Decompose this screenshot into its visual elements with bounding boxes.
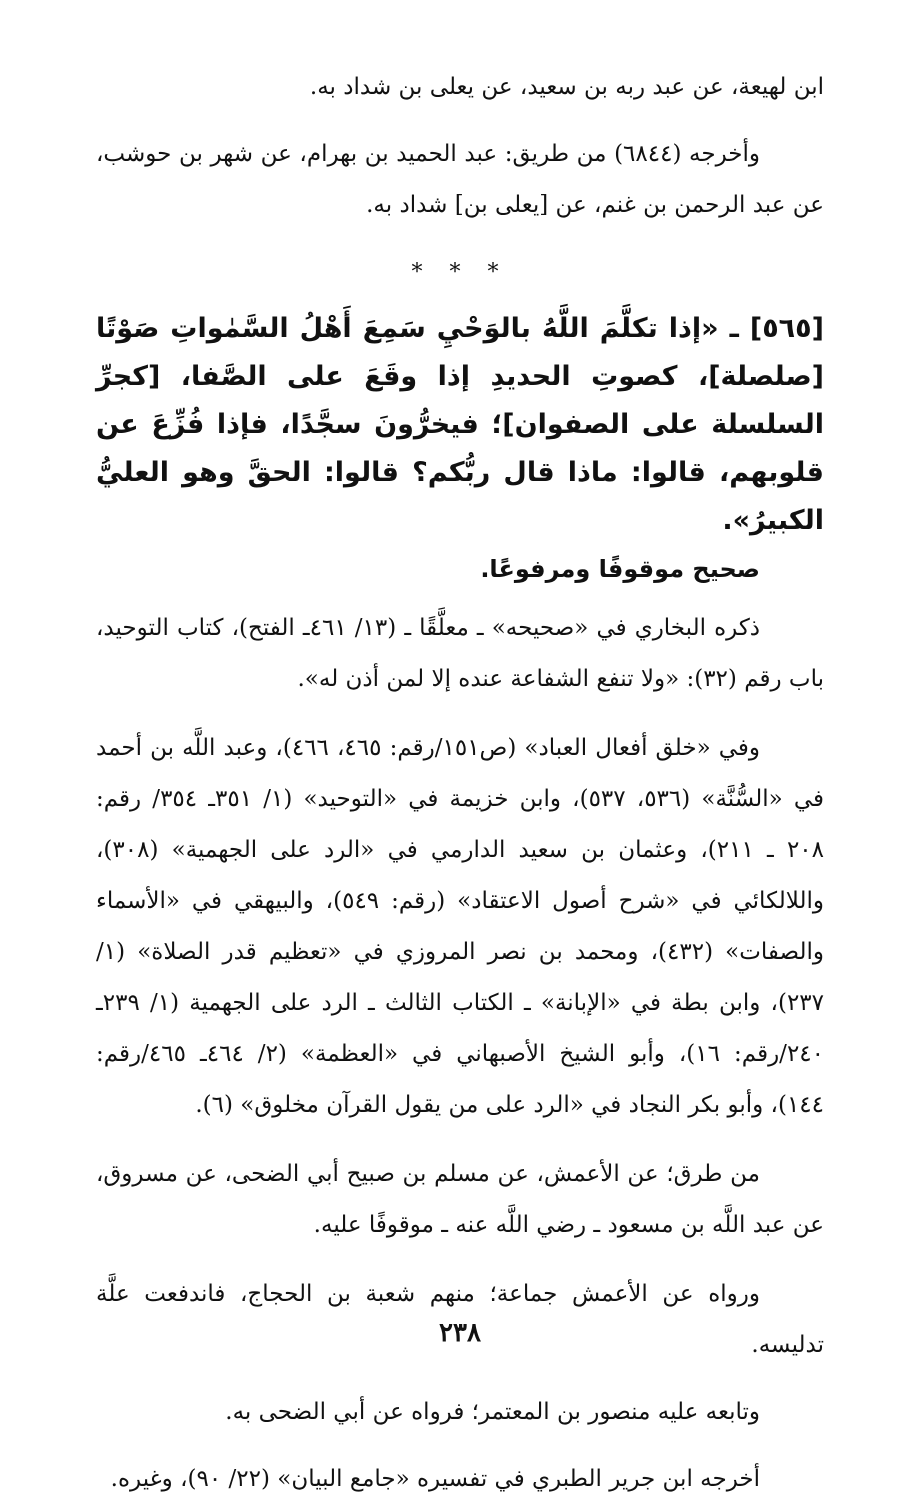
paragraph-bukhari: ذكره البخاري في «صحيحه» ـ معلَّقًا ـ (١٣/ ٤٦١ـ الفتح)، كتاب التوحيد، باب رقم (٣٢): «ولا تنفع الشفاعة عنده إلا لمن أذن له». <box>96 615 824 692</box>
paragraph-takhrij-6844: وأخرجه (٦٨٤٤) من طريق: عبد الحميد بن بهرام، عن شهر بن حوشب، عن عبد الرحمن بن غنم، عن [يعلى بن] شداد به. <box>96 141 824 218</box>
hadith-text: [٥٦٥] ـ «إذا تكلَّمَ اللَّهُ بالوَحْيِ سَمِعَ أَهْلُ السَّمٰواتِ صَوْتًا [صلصلة]، كصوتِ الحديدِ إذا وقَعَ على الصَّفا، [كجرِّ السلسلة على الصفوان]؛ فيخرُّونَ سجَّدًا، فإذا فُزِّعَ عن قلوبهم، قالوا: ماذا قال ربُّكم؟ قالوا: الحقَّ وهو العليُّ الكبيرُ». <box>96 313 824 536</box>
paragraph-sources: وفي «خلق أفعال العباد» (ص١٥١/رقم: ٤٦٥، ٤٦٦)، وعبد اللَّه بن أحمد في «السُّنَّة» (٥٣٦، ٥٣٧)، وابن خزيمة في «التوحيد» (١/ ٣٥١ـ ٣٥٤/ رقم: ٢٠٨ ـ ٢١١)، وعثمان بن سعيد الدارمي في «الرد على الجهمية» (٣٠٨)، واللالكائي في «شرح أصول الاعتقاد» (رقم: ٥٤٩)، والبيهقي في «الأسماء والصفات» (٤٣٢)، ومحمد بن نصر المروزي في «تعظيم قدر الصلاة» (١/ ٢٣٧)، وابن بطة في «الإبانة» ـ الكتاب الثالث ـ الرد على الجهمية (١/ ٢٣٩ـ ٢٤٠/رقم: ١٦)، وأبو الشيخ الأصبهاني في «العظمة» (٢/ ٤٦٤ـ ٤٦٥/رقم: ١٤٤)، وأبو بكر النجاد في «الرد على من يقول القرآن مخلوق» (٦). <box>96 735 825 1118</box>
paragraph-mansur: وتابعه عليه منصور بن المعتمر؛ فرواه عن أبي الضحى به. <box>225 1399 760 1425</box>
paragraph-tabari: أخرجه ابن جرير الطبري في تفسيره «جامع البيان» (٢٢/ ٩٠)، وغيره. <box>110 1466 760 1492</box>
section-separator: * * * <box>411 260 509 285</box>
paragraph-shuba: ورواه عن الأعمش جماعة؛ منهم شعبة بن الحجاج، فاندفعت علَّة تدليسه. <box>96 1281 824 1358</box>
paragraph-chain: من طرق؛ عن الأعمش، عن مسلم بن صبيح أبي الضحى، عن مسروق، عن عبد اللَّه بن مسعود ـ رضي اللَّه عنه ـ موقوفًا عليه. <box>96 1161 824 1238</box>
page-number: ٢٣٨ <box>439 1318 481 1348</box>
paragraph-continuation: ابن لهيعة، عن عبد ربه بن سعيد، عن يعلى بن شداد به. <box>309 74 824 100</box>
hadith-verdict: صحيح موقوفًا ومرفوعًا. <box>480 555 760 583</box>
